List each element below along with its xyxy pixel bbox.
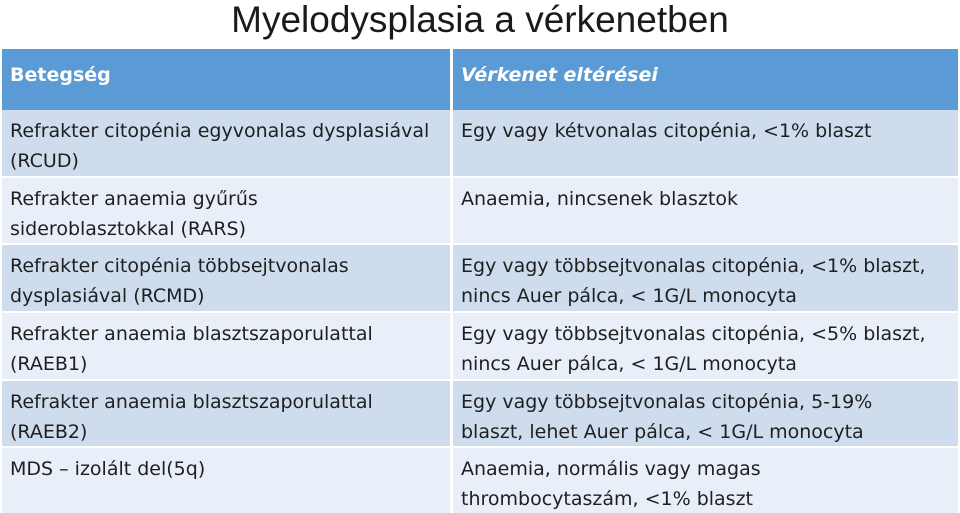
table-row [2,381,958,446]
disease-cell [2,381,450,446]
disease-line: (RCUD) [10,150,79,172]
smear-line: Egy vagy kétvonalas citopénia, <1% blaszt [461,120,872,142]
disease-line: MDS – izolált del(5q) [10,458,206,480]
disease-line: Refrakter citopénia egyvonalas dysplasiával [10,120,430,142]
disease-line: sideroblasztokkal (RARS) [10,218,247,240]
disease-line: (RAEB2) [10,421,88,443]
smear-cell [453,178,958,243]
disease-line: Refrakter anaemia gyűrűs [10,188,258,210]
disease-cell [2,245,450,311]
disease-cell [2,178,450,243]
header-smear: Vérkenet eltérései [453,49,958,110]
smear-cell [453,245,958,311]
mds-table [2,49,958,513]
smear-line: thrombocytaszám, <1% blaszt [461,488,753,510]
smear-line: Egy vagy többsejtvonalas citopénia, <5% blaszt, [461,323,926,345]
disease-cell [2,313,450,379]
disease-line: dysplasiával (RCMD) [10,285,205,307]
smear-cell [453,313,958,379]
table-row [2,313,958,379]
smear-line: nincs Auer pálca, < 1G/L monocyta [461,285,797,307]
table-row [2,178,958,243]
table-row [2,245,958,311]
smear-line: nincs Auer pálca, < 1G/L monocyta [461,353,797,375]
disease-cell [2,110,450,176]
smear-cell [453,381,958,446]
smear-line: Egy vagy többsejtvonalas citopénia, <1% blaszt, [461,255,926,277]
disease-line: Refrakter citopénia többsejtvonalas [10,255,349,277]
smear-cell [453,110,958,176]
disease-line: Refrakter anaemia blasztszaporulattal [10,323,373,345]
table-row [2,448,958,513]
disease-cell [2,448,450,513]
smear-line: Anaemia, normális vagy magas [461,458,761,480]
smear-line: blaszt, lehet Auer pálca, < 1G/L monocyta [461,421,864,443]
table-row [2,110,958,176]
page-title: Myelodysplasia a vérkenetben [231,0,729,40]
smear-line: Egy vagy többsejtvonalas citopénia, 5-19% [461,391,873,413]
smear-line: Anaemia, nincsenek blasztok [461,188,738,210]
disease-line: Refrakter anaemia blasztszaporulattal [10,391,373,413]
disease-line: (RAEB1) [10,353,88,375]
smear-cell [453,448,958,513]
header-disease: Betegség [2,49,450,110]
